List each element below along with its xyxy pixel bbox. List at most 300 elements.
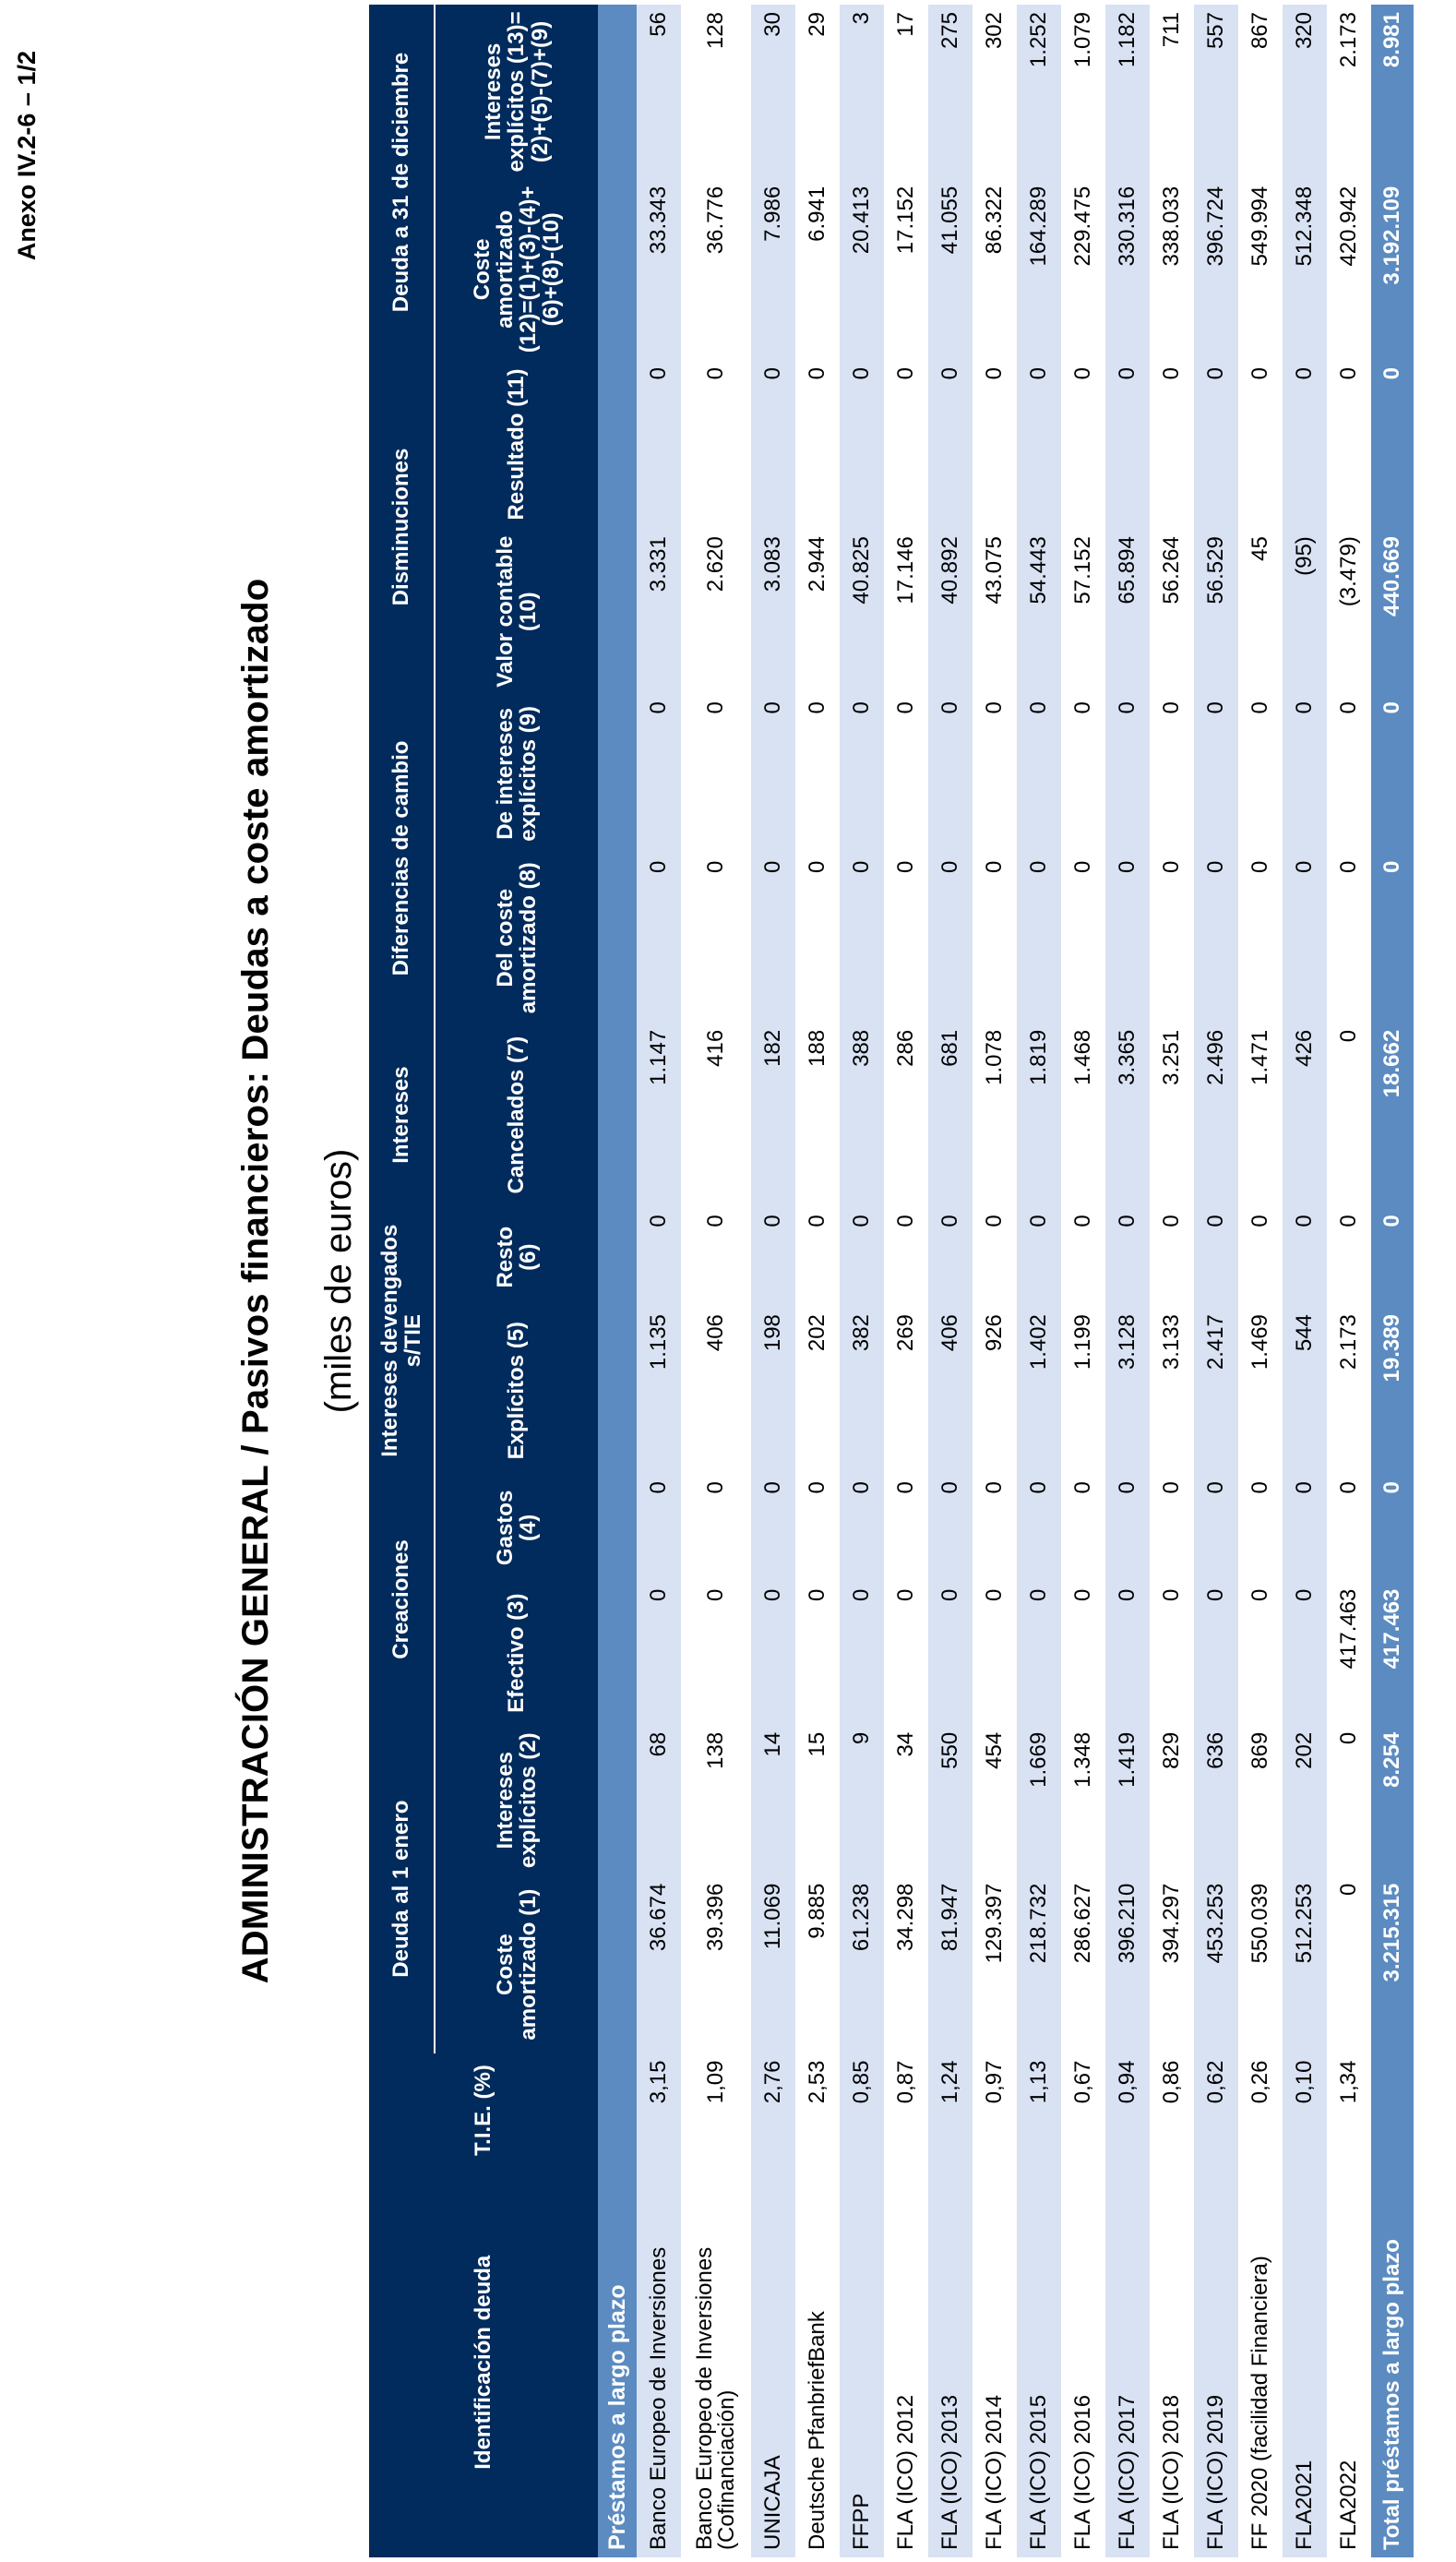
cell-tie: 3,15 [637,2053,681,2168]
cell-c13: 29 [795,5,840,179]
cell-c5: 3.128 [1105,1307,1150,1474]
debt-name: FLA (ICO) 2018 [1150,2167,1194,2557]
table-row [884,5,928,2557]
cell-c12: 549.994 [1238,179,1283,360]
cell-c4: 0 [1150,1474,1194,1581]
header-intereses: Intereses [369,1023,435,1207]
total-c11: 0 [1371,360,1414,529]
debt-name: FLA (ICO) 2015 [1017,2167,1061,2557]
total-c13: 8.981 [1371,5,1414,179]
cell-c5: 1.402 [1017,1307,1061,1474]
cell-c3: 0 [884,1582,928,1725]
debt-name: FLA2021 [1283,2167,1327,2557]
cell-c10: 65.894 [1105,529,1150,694]
cell-c13: 1.079 [1061,5,1105,179]
cell-c3: 0 [1061,1582,1105,1725]
header-col8: Del coste amortizado (8) [435,854,598,1023]
cell-c11: 0 [1327,360,1371,529]
cell-c13: 1.182 [1105,5,1150,179]
cell-tie: 0,87 [884,2053,928,2168]
section-label: Préstamos a largo plazo [598,5,637,2557]
header-deuda-1-enero: Deuda al 1 enero [369,1725,435,2053]
cell-c4: 0 [840,1474,884,1581]
cell-c10: (95) [1283,529,1327,694]
table-row [1194,5,1238,2557]
cell-c7: 416 [681,1023,751,1207]
cell-c5: 269 [884,1307,928,1474]
cell-c5: 202 [795,1307,840,1474]
debt-name: FLA (ICO) 2019 [1194,2167,1238,2557]
cell-c11: 0 [1194,360,1238,529]
cell-c3: 0 [795,1582,840,1725]
cell-c9: 0 [884,694,928,853]
cell-c8: 0 [928,854,973,1023]
cell-tie: 2,76 [751,2053,795,2168]
cell-c12: 229.475 [1061,179,1105,360]
debt-name: FF 2020 (facilidad Financiera) [1238,2167,1283,2557]
cell-tie: 2,53 [795,2053,840,2168]
header-identificacion: Identificación deuda [369,2167,598,2557]
cell-c7: 1.819 [1017,1023,1061,1207]
cell-c9: 0 [973,694,1017,853]
header-col9: De intereses explícitos (9) [435,694,598,853]
section-row [598,5,637,2557]
debt-name: FLA (ICO) 2013 [928,2167,973,2557]
cell-c8: 0 [751,854,795,1023]
cell-tie: 1,24 [928,2053,973,2168]
header-intereses-devengados: Intereses devengados s/TIE [369,1207,435,1474]
cell-c6: 0 [1105,1207,1150,1307]
cell-c11: 0 [1150,360,1194,529]
cell-c9: 0 [1061,694,1105,853]
header-col5: Explícitos (5) [435,1307,598,1474]
cell-c2: 1.669 [1017,1725,1061,1876]
header-col2: Intereses explícitos (2) [435,1725,598,1876]
cell-c6: 0 [840,1207,884,1307]
cell-c6: 0 [637,1207,681,1307]
cell-c9: 0 [681,694,751,853]
cell-c6: 0 [1061,1207,1105,1307]
cell-tie: 0,67 [1061,2053,1105,2168]
cell-c12: 36.776 [681,179,751,360]
cell-c4: 0 [681,1474,751,1581]
table-row [1238,5,1283,2557]
cell-c13: 128 [681,5,751,179]
cell-c1: 9.885 [795,1876,840,2053]
cell-c6: 0 [1327,1207,1371,1307]
cell-c1: 394.297 [1150,1876,1194,2053]
header-diferencias-cambio: Diferencias de cambio [369,694,435,1023]
cell-tie: 1,34 [1327,2053,1371,2168]
cell-c10: 43.075 [973,529,1017,694]
cell-c2: 1.348 [1061,1725,1105,1876]
header-col3: Efectivo (3) [435,1582,598,1725]
cell-c5: 406 [928,1307,973,1474]
total-c3: 417.463 [1371,1582,1414,1725]
cell-c1: 34.298 [884,1876,928,2053]
cell-c9: 0 [1105,694,1150,853]
header-deuda-31-dic: Deuda a 31 de diciembre [369,5,435,360]
debt-name: Banco Europeo de Inversiones [637,2167,681,2557]
total-c7: 18.662 [1371,1023,1414,1207]
cell-c9: 0 [1327,694,1371,853]
cell-c1: 550.039 [1238,1876,1283,2053]
cell-c9: 0 [1194,694,1238,853]
cell-c4: 0 [1061,1474,1105,1581]
total-c9: 0 [1371,694,1414,853]
cell-c5: 1.135 [637,1307,681,1474]
cell-c9: 0 [751,694,795,853]
table-row [1105,5,1150,2557]
cell-c10: 2.944 [795,529,840,694]
cell-c7: 182 [751,1023,795,1207]
table-row [1061,5,1105,2557]
cell-c4: 0 [884,1474,928,1581]
cell-tie: 1,13 [1017,2053,1061,2168]
cell-c7: 1.471 [1238,1023,1283,1207]
debt-name: UNICAJA [751,2167,795,2557]
cell-c10: 56.264 [1150,529,1194,694]
cell-c11: 0 [973,360,1017,529]
cell-c3: 0 [1194,1582,1238,1725]
cell-c6: 0 [681,1207,751,1307]
cell-c10: 40.825 [840,529,884,694]
cell-c10: 40.892 [928,529,973,694]
cell-c10: 2.620 [681,529,751,694]
cell-c5: 1.469 [1238,1307,1283,1474]
cell-c2: 454 [973,1725,1017,1876]
cell-c6: 0 [928,1207,973,1307]
cell-tie: 0,94 [1105,2053,1150,2168]
cell-c12: 6.941 [795,179,840,360]
cell-c1: 39.396 [681,1876,751,2053]
cell-c3: 0 [1017,1582,1061,1725]
cell-tie: 0,85 [840,2053,884,2168]
cell-c12: 86.322 [973,179,1017,360]
cell-c10: 54.443 [1017,529,1061,694]
cell-c3: 417.463 [1327,1582,1371,1725]
cell-tie: 0,10 [1283,2053,1327,2168]
annex-label: Anexo IV.2-6 – 1/2 [13,51,41,261]
cell-c1: 218.732 [1017,1876,1061,2053]
total-c6: 0 [1371,1207,1414,1307]
table-row [973,5,1017,2557]
cell-c8: 0 [1283,854,1327,1023]
cell-c10: 56.529 [1194,529,1238,694]
cell-c11: 0 [1238,360,1283,529]
cell-c13: 3 [840,5,884,179]
cell-c9: 0 [1017,694,1061,853]
cell-c8: 0 [681,854,751,1023]
table-row [1327,5,1371,2557]
cell-c6: 0 [751,1207,795,1307]
cell-c9: 0 [1238,694,1283,853]
cell-c5: 544 [1283,1307,1327,1474]
cell-c2: 15 [795,1725,840,1876]
cell-c1: 129.397 [973,1876,1017,2053]
header-col1: Coste amortizado (1) [435,1876,598,2053]
cell-c1: 11.069 [751,1876,795,2053]
debt-name: FLA (ICO) 2012 [884,2167,928,2557]
cell-c1: 512.253 [1283,1876,1327,2053]
cell-c1: 81.947 [928,1876,973,2053]
cell-c4: 0 [1194,1474,1238,1581]
table-row [1150,5,1194,2557]
cell-c11: 0 [928,360,973,529]
debt-name: FFPP [840,2167,884,2557]
cell-c12: 33.343 [637,179,681,360]
cell-tie: 0,97 [973,2053,1017,2168]
cell-c6: 0 [1150,1207,1194,1307]
cell-c13: 56 [637,5,681,179]
table-row [637,5,681,2557]
cell-c2: 1.419 [1105,1725,1150,1876]
cell-c7: 1.468 [1061,1023,1105,1207]
debt-name: Deutsche PfanbriefBank [795,2167,840,2557]
cell-c2: 636 [1194,1725,1238,1876]
cell-c8: 0 [840,854,884,1023]
cell-c9: 0 [928,694,973,853]
cell-c10: 57.152 [1061,529,1105,694]
header-disminuciones: Disminuciones [369,360,435,694]
cell-c12: 338.033 [1150,179,1194,360]
table-row [840,5,884,2557]
cell-c3: 0 [637,1582,681,1725]
page-title: ADMINISTRACIÓN GENERAL / Pasivos financieros: Deudas a coste amortizado [235,578,276,1984]
cell-c5: 1.199 [1061,1307,1105,1474]
cell-c1: 61.238 [840,1876,884,2053]
cell-c12: 7.986 [751,179,795,360]
cell-c3: 0 [1105,1582,1150,1725]
cell-c7: 3.251 [1150,1023,1194,1207]
cell-c7: 3.365 [1105,1023,1150,1207]
cell-c4: 0 [795,1474,840,1581]
cell-tie: 0,26 [1238,2053,1283,2168]
page-subtitle: (miles de euros) [318,1148,359,1414]
cell-c11: 0 [1061,360,1105,529]
table-row [681,5,751,2557]
cell-c7: 1.147 [637,1023,681,1207]
cell-c8: 0 [637,854,681,1023]
cell-c12: 396.724 [1194,179,1238,360]
cell-c13: 867 [1238,5,1283,179]
total-c5: 19.389 [1371,1307,1414,1474]
cell-c8: 0 [1327,854,1371,1023]
cell-c2: 68 [637,1725,681,1876]
cell-c12: 164.289 [1017,179,1061,360]
cell-c13: 17 [884,5,928,179]
cell-c4: 0 [1105,1474,1150,1581]
debt-name: FLA (ICO) 2017 [1105,2167,1150,2557]
cell-c11: 0 [1283,360,1327,529]
cell-c8: 0 [1105,854,1150,1023]
cell-c1: 453.253 [1194,1876,1238,2053]
cell-c8: 0 [1017,854,1061,1023]
cell-c8: 0 [1194,854,1238,1023]
total-c2: 8.254 [1371,1725,1414,1876]
cell-c6: 0 [1017,1207,1061,1307]
cell-c3: 0 [681,1582,751,1725]
cell-c2: 829 [1150,1725,1194,1876]
total-c12: 3.192.109 [1371,179,1414,360]
cell-c5: 382 [840,1307,884,1474]
cell-c9: 0 [637,694,681,853]
total-row [1371,5,1414,2557]
cell-c3: 0 [973,1582,1017,1725]
cell-c5: 2.173 [1327,1307,1371,1474]
table-row [928,5,973,2557]
cell-c8: 0 [973,854,1017,1023]
cell-c1: 36.674 [637,1876,681,2053]
cell-c13: 557 [1194,5,1238,179]
debts-table [369,5,1414,2557]
cell-c1: 396.210 [1105,1876,1150,2053]
cell-c5: 198 [751,1307,795,1474]
total-tie [1371,2053,1414,2168]
cell-c2: 202 [1283,1725,1327,1876]
total-c8: 0 [1371,854,1414,1023]
cell-c9: 0 [840,694,884,853]
cell-c8: 0 [1238,854,1283,1023]
cell-c3: 0 [1283,1582,1327,1725]
cell-c3: 0 [751,1582,795,1725]
cell-c2: 0 [1327,1725,1371,1876]
debt-name: Banco Europeo de Inversiones (Cofinanciación) [681,2167,751,2557]
cell-tie: 0,62 [1194,2053,1238,2168]
cell-c10: 17.146 [884,529,928,694]
cell-c7: 188 [795,1023,840,1207]
cell-c2: 138 [681,1725,751,1876]
table-row [1283,5,1327,2557]
total-c4: 0 [1371,1474,1414,1581]
cell-c3: 0 [928,1582,973,1725]
cell-c9: 0 [1150,694,1194,853]
cell-c2: 9 [840,1725,884,1876]
cell-c13: 320 [1283,5,1327,179]
header-col4: Gastos (4) [435,1474,598,1581]
cell-c8: 0 [795,854,840,1023]
cell-c11: 0 [637,360,681,529]
cell-c4: 0 [751,1474,795,1581]
cell-c2: 550 [928,1725,973,1876]
cell-c8: 0 [1061,854,1105,1023]
cell-c6: 0 [973,1207,1017,1307]
cell-c4: 0 [1238,1474,1283,1581]
cell-c4: 0 [637,1474,681,1581]
cell-c12: 41.055 [928,179,973,360]
cell-c4: 0 [973,1474,1017,1581]
cell-c6: 0 [884,1207,928,1307]
cell-c5: 926 [973,1307,1017,1474]
cell-c7: 388 [840,1023,884,1207]
cell-c4: 0 [1283,1474,1327,1581]
cell-c10: (3.479) [1327,529,1371,694]
cell-c4: 0 [1327,1474,1371,1581]
header-col10: Valor contable (10) [435,529,598,694]
cell-c11: 0 [884,360,928,529]
cell-c12: 420.942 [1327,179,1371,360]
cell-c7: 426 [1283,1023,1327,1207]
cell-c12: 330.316 [1105,179,1150,360]
cell-c1: 0 [1327,1876,1371,2053]
table-row [751,5,795,2557]
cell-c2: 14 [751,1725,795,1876]
cell-c11: 0 [751,360,795,529]
cell-c8: 0 [884,854,928,1023]
cell-c12: 512.348 [1283,179,1327,360]
cell-c7: 1.078 [973,1023,1017,1207]
cell-c3: 0 [1238,1582,1283,1725]
header-col13: Intereses explícitos (13)=(2)+(5)-(7)+(9) [435,5,598,179]
cell-c13: 30 [751,5,795,179]
cell-tie: 0,86 [1150,2053,1194,2168]
cell-c9: 0 [795,694,840,853]
cell-c3: 0 [840,1582,884,1725]
cell-c13: 711 [1150,5,1194,179]
cell-c13: 302 [973,5,1017,179]
cell-c6: 0 [1283,1207,1327,1307]
header-col12: Coste amortizado (12)=(1)+(3)-(4)+(6)+(8)-(10) [435,179,598,360]
total-c10: 440.669 [1371,529,1414,694]
cell-c13: 1.252 [1017,5,1061,179]
table-row [1017,5,1061,2557]
cell-c10: 3.331 [637,529,681,694]
cell-c11: 0 [795,360,840,529]
cell-c6: 0 [1194,1207,1238,1307]
header-col6: Resto (6) [435,1207,598,1307]
cell-c6: 0 [1238,1207,1283,1307]
cell-c2: 869 [1238,1725,1283,1876]
header-tie: T.I.E. (%) [369,2053,598,2168]
header-col7: Cancelados (7) [435,1023,598,1207]
cell-c4: 0 [928,1474,973,1581]
debt-name: FLA (ICO) 2014 [973,2167,1017,2557]
header-creaciones: Creaciones [369,1474,435,1725]
cell-c12: 17.152 [884,179,928,360]
debt-name: FLA (ICO) 2016 [1061,2167,1105,2557]
cell-c8: 0 [1150,854,1194,1023]
cell-c7: 286 [884,1023,928,1207]
cell-c3: 0 [1150,1582,1194,1725]
cell-c7: 0 [1327,1023,1371,1207]
cell-c1: 286.627 [1061,1876,1105,2053]
cell-c11: 0 [681,360,751,529]
table-row [795,5,840,2557]
cell-c11: 0 [1017,360,1061,529]
debt-name: FLA2022 [1327,2167,1371,2557]
cell-c2: 34 [884,1725,928,1876]
cell-c6: 0 [795,1207,840,1307]
cell-c5: 3.133 [1150,1307,1194,1474]
cell-c11: 0 [840,360,884,529]
cell-c13: 275 [928,5,973,179]
cell-c7: 681 [928,1023,973,1207]
cell-c9: 0 [1283,694,1327,853]
cell-c5: 406 [681,1307,751,1474]
cell-c5: 2.417 [1194,1307,1238,1474]
total-label: Total préstamos a largo plazo [1371,2167,1414,2557]
cell-c12: 20.413 [840,179,884,360]
header-col11: Resultado (11) [435,360,598,529]
cell-c10: 45 [1238,529,1283,694]
cell-tie: 1,09 [681,2053,751,2168]
cell-c7: 2.496 [1194,1023,1238,1207]
cell-c13: 2.173 [1327,5,1371,179]
total-c1: 3.215.315 [1371,1876,1414,2053]
cell-c11: 0 [1105,360,1150,529]
cell-c10: 3.083 [751,529,795,694]
cell-c4: 0 [1017,1474,1061,1581]
